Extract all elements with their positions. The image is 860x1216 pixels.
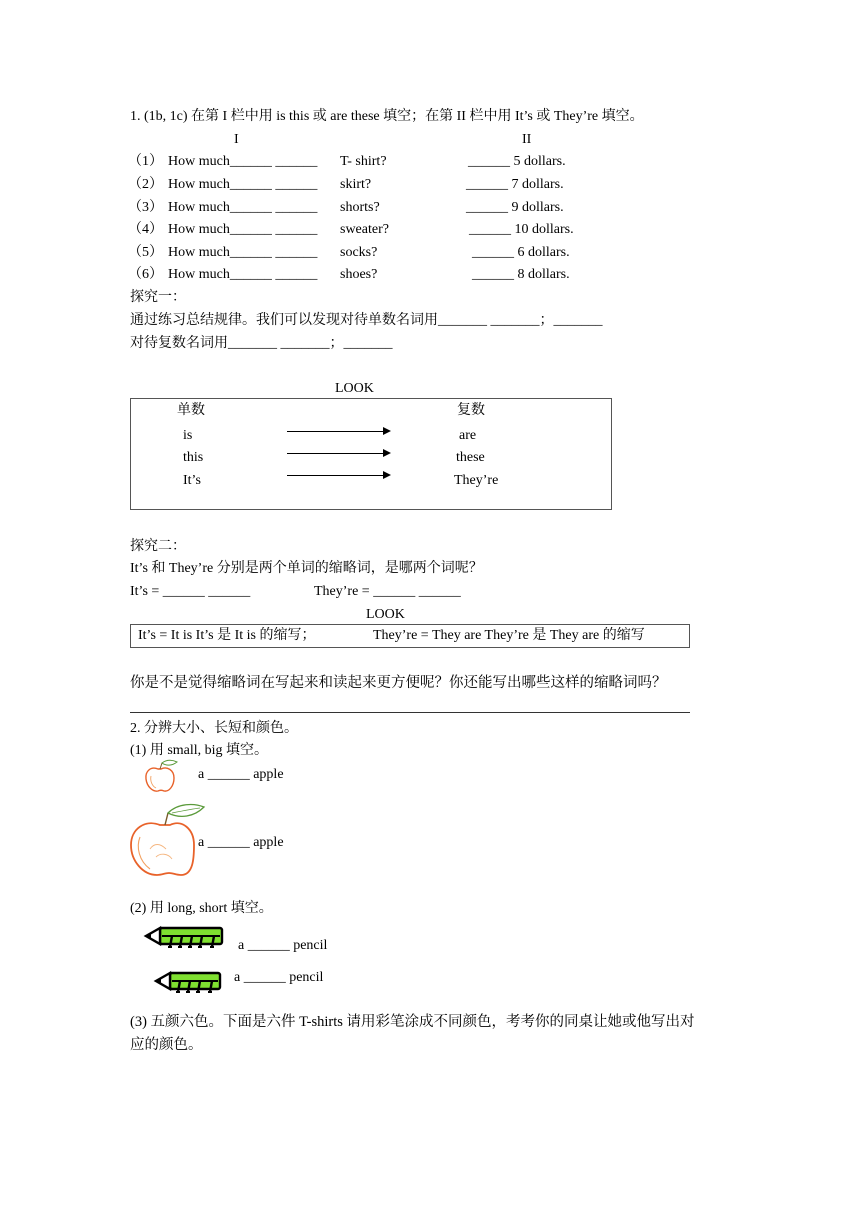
explore2-question: It’s 和 They’re 分别是两个单词的缩略词，是哪两个词呢？ (130, 561, 483, 576)
singular-word: It’s (183, 473, 201, 488)
row-item: socks? (340, 245, 378, 260)
look2-label: LOOK (366, 607, 405, 622)
row-prefix: How much______ ______ (168, 267, 318, 282)
row-answer: ______ 5 dollars. (468, 154, 566, 169)
explore1-title: 探究一： (130, 290, 186, 305)
row-num: （2） (128, 177, 163, 192)
row-num: （6） (128, 267, 163, 282)
look1-box (130, 398, 612, 510)
short-pencil-text: a ______ pencil (234, 970, 324, 985)
q2-title: 2. 分辨大小、长短和颜色。 (130, 721, 298, 736)
row-prefix: How much______ ______ (168, 154, 318, 169)
look1-label: LOOK (335, 381, 374, 396)
row-answer: ______ 8 dollars. (472, 267, 570, 282)
q2-part1-title: (1) 用 small, big 填空。 (130, 743, 269, 758)
row-item: sweater? (340, 222, 389, 237)
arrow-right-icon (287, 475, 389, 476)
q2-part2-title: (2) 用 long, short 填空。 (130, 901, 273, 916)
row-num: （1） (128, 154, 163, 169)
row-num: （5） (128, 245, 163, 260)
q1-instruction: 1. (1b, 1c) 在第 I 栏中用 is this 或 are these 填空；在第 II 栏中用 It’s 或 They’re 填空。 (130, 109, 644, 124)
explore2-title: 探究二： (130, 539, 186, 554)
singular-head: 单数 (177, 403, 205, 418)
look2-text-its: It’s = It is It’s 是 It is 的缩写； (138, 628, 316, 643)
row-item: T- shirt? (340, 154, 387, 169)
q2-part3-line2: 应的颜色。 (130, 1037, 203, 1053)
q1-col2-head: II (522, 132, 532, 147)
explore2-followup: 你是不是觉得缩略词在写起来和读起来更方便呢？你还能写出哪些这样的缩略词吗？ (130, 675, 667, 691)
q1-col1-head: I (234, 132, 239, 147)
plural-head: 复数 (457, 403, 485, 418)
divider (130, 712, 690, 713)
row-answer: ______ 9 dollars. (466, 200, 564, 215)
pencil-icon (154, 970, 224, 996)
arrow-right-icon (287, 431, 389, 432)
singular-word: is (183, 428, 193, 443)
row-answer: ______ 7 dollars. (466, 177, 564, 192)
pencil-icon (144, 925, 226, 951)
look2-text-theyre: They’re = They are They’re 是 They are 的缩写 (373, 628, 645, 643)
row-prefix: How much______ ______ (168, 200, 318, 215)
its-equation: It’s = ______ ______ (130, 584, 251, 599)
arrow-right-icon (287, 453, 389, 454)
look2-box (130, 624, 690, 648)
row-num: （4） (128, 222, 163, 237)
row-prefix: How much______ ______ (168, 245, 318, 260)
plural-word: these (456, 450, 485, 465)
row-answer: ______ 10 dollars. (469, 222, 574, 237)
row-prefix: How much______ ______ (168, 177, 318, 192)
singular-word: this (183, 450, 204, 465)
q2-part3-line1: (3) 五颜六色。下面是六件 T-shirts 请用彩笔涂成不同颜色，考考你的同桌让她或他写出对 (130, 1014, 695, 1030)
big-apple-text: a ______ apple (198, 835, 284, 850)
row-answer: ______ 6 dollars. (472, 245, 570, 260)
row-item: shorts? (340, 200, 380, 215)
plural-word: are (459, 428, 477, 443)
explore1-line2: 对待复数名词用_______ _______；_______ (130, 336, 393, 351)
row-item: shoes? (340, 267, 378, 282)
row-item: skirt? (340, 177, 372, 192)
row-num: （3） (128, 200, 163, 215)
long-pencil-text: a ______ pencil (238, 938, 328, 953)
apple-icon (142, 760, 182, 796)
row-prefix: How much______ ______ (168, 222, 318, 237)
theyre-equation: They’re = ______ ______ (314, 584, 461, 599)
small-apple-text: a ______ apple (198, 767, 284, 782)
plural-word: They’re (454, 473, 499, 488)
explore1-line1: 通过练习总结规律。我们可以发现对待单数名词用_______ _______；_______ (130, 313, 603, 328)
